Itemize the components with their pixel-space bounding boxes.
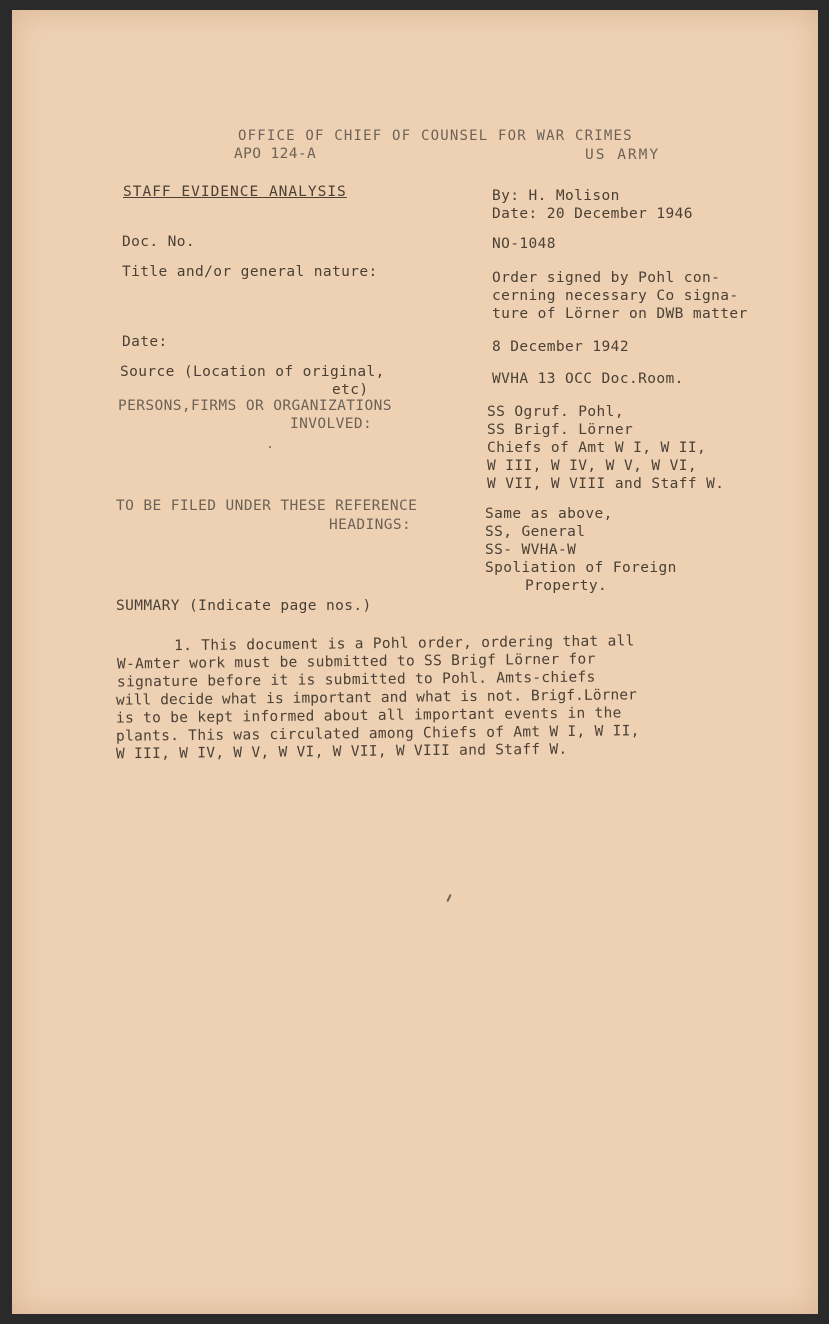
persons-line-2: SS Brigf. Lörner: [487, 422, 634, 438]
filed-label-headings: HEADINGS:: [329, 517, 412, 533]
persons-line-5: W VII, W VIII and Staff W.: [487, 476, 725, 492]
filed-line-1: Same as above,: [485, 506, 613, 522]
title-value-line-3: ture of Lörner on DWB matter: [492, 306, 748, 322]
summary-line-4: will decide what is important and what is not. Brigf.Lörner: [115, 687, 638, 709]
stray-pen-mark: [446, 894, 451, 902]
date-value: 8 December 1942: [492, 339, 629, 355]
summary-line-2: W-Amter work must be submitted to SS Brigf Lörner for: [116, 651, 596, 673]
army-label: US ARMY: [585, 147, 661, 163]
doc-no-value: NO-1048: [492, 236, 556, 252]
source-label-etc: etc): [332, 382, 369, 398]
doc-no-label: Doc. No.: [122, 234, 196, 250]
source-label: Source (Location of original,: [120, 364, 385, 380]
document-page: [12, 10, 818, 1314]
apo-number: APO 124-A: [234, 146, 317, 162]
summary-line-7: W III, W IV, W V, W VI, W VII, W VIII and Staff W.: [115, 741, 568, 763]
summary-heading: SUMMARY (Indicate page nos.): [116, 598, 372, 614]
form-title: STAFF EVIDENCE ANALYSIS: [123, 184, 347, 200]
filed-line-2: SS, General: [485, 524, 586, 540]
persons-label: PERSONS,FIRMS OR ORGANIZATIONS: [118, 398, 392, 414]
persons-line-4: W III, W IV, W V, W VI,: [487, 458, 697, 474]
persons-line-1: SS Ogruf. Pohl,: [487, 404, 624, 420]
filed-line-5: Property.: [525, 578, 608, 594]
persons-line-3: Chiefs of Amt W I, W II,: [487, 440, 707, 456]
summary-line-5: is to be kept informed about all important events in the: [115, 705, 622, 727]
title-value-line-2: cerning necessary Co signa-: [492, 288, 739, 304]
analyst-name: By: H. Molison: [492, 188, 620, 204]
office-heading: OFFICE OF CHIEF OF COUNSEL FOR WAR CRIMES: [238, 128, 633, 144]
filed-label: TO BE FILED UNDER THESE REFERENCE: [116, 498, 418, 514]
persons-label-involved: INVOLVED:: [290, 416, 373, 432]
filed-line-4: Spoliation of Foreign: [485, 560, 677, 576]
source-value: WVHA 13 OCC Doc.Room.: [492, 371, 684, 387]
date-label: Date:: [122, 334, 168, 350]
title-value-line-1: Order signed by Pohl con-: [492, 270, 721, 286]
filed-line-3: SS- WVHA-W: [485, 542, 577, 558]
prepared-date: Date: 20 December 1946: [492, 206, 693, 222]
title-label: Title and/or general nature:: [122, 264, 378, 280]
summary-line-3: signature before it is submitted to Pohl. Amts-chiefs: [116, 669, 596, 691]
summary-line-1: 1. This document is a Pohl order, ordering that all: [128, 633, 635, 655]
stray-mark: [269, 446, 271, 448]
summary-line-6: plants. This was circulated among Chiefs of Amt W I, W II,: [115, 723, 640, 745]
